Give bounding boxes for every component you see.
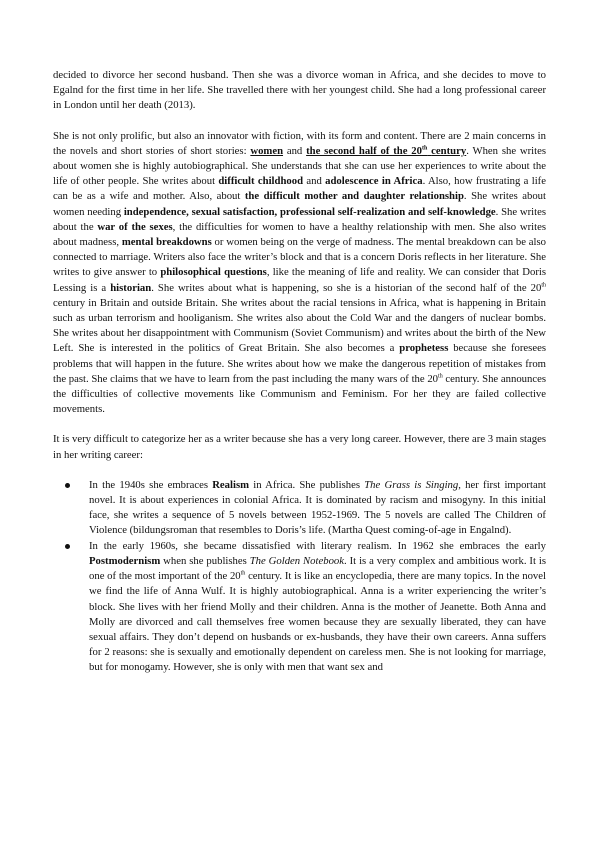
text-run: in Africa. She publishes: [249, 478, 365, 491]
text-run: or women being on the verge of madness. The mental breakdown can be also connected to marriage. Writers also face the writer’s block and that is a concern Doris reflects in her literature. She writes to give answer to: [53, 236, 546, 279]
ordinal-suffix: th: [421, 145, 428, 152]
stages-list: [53, 478, 546, 676]
keyword-second-half: [306, 145, 466, 157]
keyword-mother-daughter: the difficult mother and daughter relationship: [244, 190, 464, 203]
text-run: . Also, how frustrating a life can be as a wife and mother. Also, about: [53, 175, 546, 203]
text-run: because she foresees problems that will happen in the future. She writes about how we make the dangerous repetition of mistakes from the past. She claims that we have to learn from the past including the many wars of the 20: [53, 342, 546, 385]
list-item: [53, 478, 546, 539]
keyword-text: century: [431, 144, 467, 157]
ordinal-suffix: th: [240, 570, 246, 577]
text-run: , her first important novel. It is about experiences in colonial Africa. It is dominated by racism and misogyny. In this initial face, she writes a sequence of 5 novels between 1952-1969. The 5 novels are called The Children of Violence (bildungsroman that resembles to Doris’s life. (Martha Quest coming-of-age in Engalnd).: [89, 478, 547, 537]
book-title: The Golden Notebook: [249, 554, 345, 567]
keyword-historian: historian: [110, 281, 152, 294]
text-run: , like the meaning of life and reality. We can consider that Doris Lessing is a: [53, 266, 547, 294]
ordinal-suffix: th: [541, 282, 546, 289]
text-run: . When she writes about women she is highly autobiographical. She understands that she can use her experiences to write about the life of other people. She writes about: [53, 144, 547, 188]
list-item: [53, 539, 546, 676]
text-run: century in Britain and outside Britain. She writes about the racial tensions in Africa, what is happening in Britain such as urban terrorism and hooliganism. She writes also about the Cold War and the dangers of nuclear bombs. She writes about her disappointment with Communism (Soviet Communism) and writes about the birth of the New Left. She is interested in the politics of Great Britain. She also becomes a: [53, 296, 546, 355]
keyword-difficult-childhood: difficult childhood: [218, 175, 304, 188]
bullet-icon: [65, 544, 70, 549]
paragraph-concerns: [53, 129, 546, 418]
keyword-realism: Realism: [212, 478, 250, 491]
keyword-philosophical: philosophical questions: [160, 266, 267, 279]
page-body: [53, 68, 546, 676]
text-run: and: [283, 144, 307, 157]
text-run: and: [303, 175, 326, 188]
paragraph-divorce: decided to divorce her second husband. Then she was a divorce woman in Africa, and she decides to move to Egalnd for the first time in her life. She travelled there with her youngest child. She had a long professional career in London until her death (2013).: [53, 69, 546, 112]
ordinal-suffix: th: [438, 373, 443, 380]
text-run: She is not only prolific, but also an innovator with fiction, with its form and content. There are 2 main concerns in the novels and short stories of short stories:: [53, 129, 546, 157]
text-run: . She writes about the: [53, 205, 547, 233]
text-run: when she publishes: [160, 554, 250, 567]
text-run: century. It is like an encyclopedia, there are many topics. In the novel we find the life of Anna Wulf. It is highly autobiographical. Anna is a writer experiencing the writer’s block. She lives with her friend Molly and their children. Anna is the mother of Jeanette. Both Anna and Molly are divorced and call themselves free women because they are sexually liberated, they can have sexual affairs. They don’t depend on husbands or ex-husbands, they have their own careers. Anna suffers for 2 reasons: she is sexually and emotionally dependent on careless men. She is not looking for marriage, but for monogamy. However, she is only with men that want sex and: [89, 570, 546, 674]
keyword-women: women: [250, 144, 284, 157]
text-run: . It is a very complex and ambitious work. It is one of the most important of the 20: [89, 554, 546, 583]
keyword-mental-breakdowns: mental breakdowns: [121, 236, 212, 249]
text-run: In the 1940s she embraces: [89, 478, 213, 491]
book-title: The Grass is Singing: [364, 478, 459, 491]
keyword-adolescence: adolescence in Africa: [325, 175, 423, 188]
text-run: . She writes about women needing: [53, 190, 546, 218]
keyword-war-of-sexes: war of the sexes: [97, 220, 173, 233]
text-run: . She writes about what is happening, so she is a historian of the second half of the 20: [151, 281, 542, 294]
text-run: In the early 1960s, she became dissatisfied with literary realism. In 1962 she embraces the early: [89, 539, 546, 552]
paragraph-stages-intro: It is very difficult to categorize her as a writer because she has a very long career. However, there are 3 main stages in her writing career:: [53, 433, 546, 461]
bullet-icon: [65, 483, 70, 488]
text-run: , the difficulties for women to have a healthy relationship with men. She also writes about madness,: [53, 220, 546, 249]
keyword-text: the second half of the 20: [306, 144, 422, 157]
keyword-postmodernism: Postmodernism: [89, 554, 161, 567]
text-run: century. She announces the difficulties of collective movements like Communism and Feminism. For her they are failed collective movements.: [53, 372, 546, 416]
keyword-prophetess: prophetess: [399, 342, 449, 355]
keyword-independence: independence, sexual satisfaction, professional self-realization and self-knowledge: [123, 205, 496, 218]
